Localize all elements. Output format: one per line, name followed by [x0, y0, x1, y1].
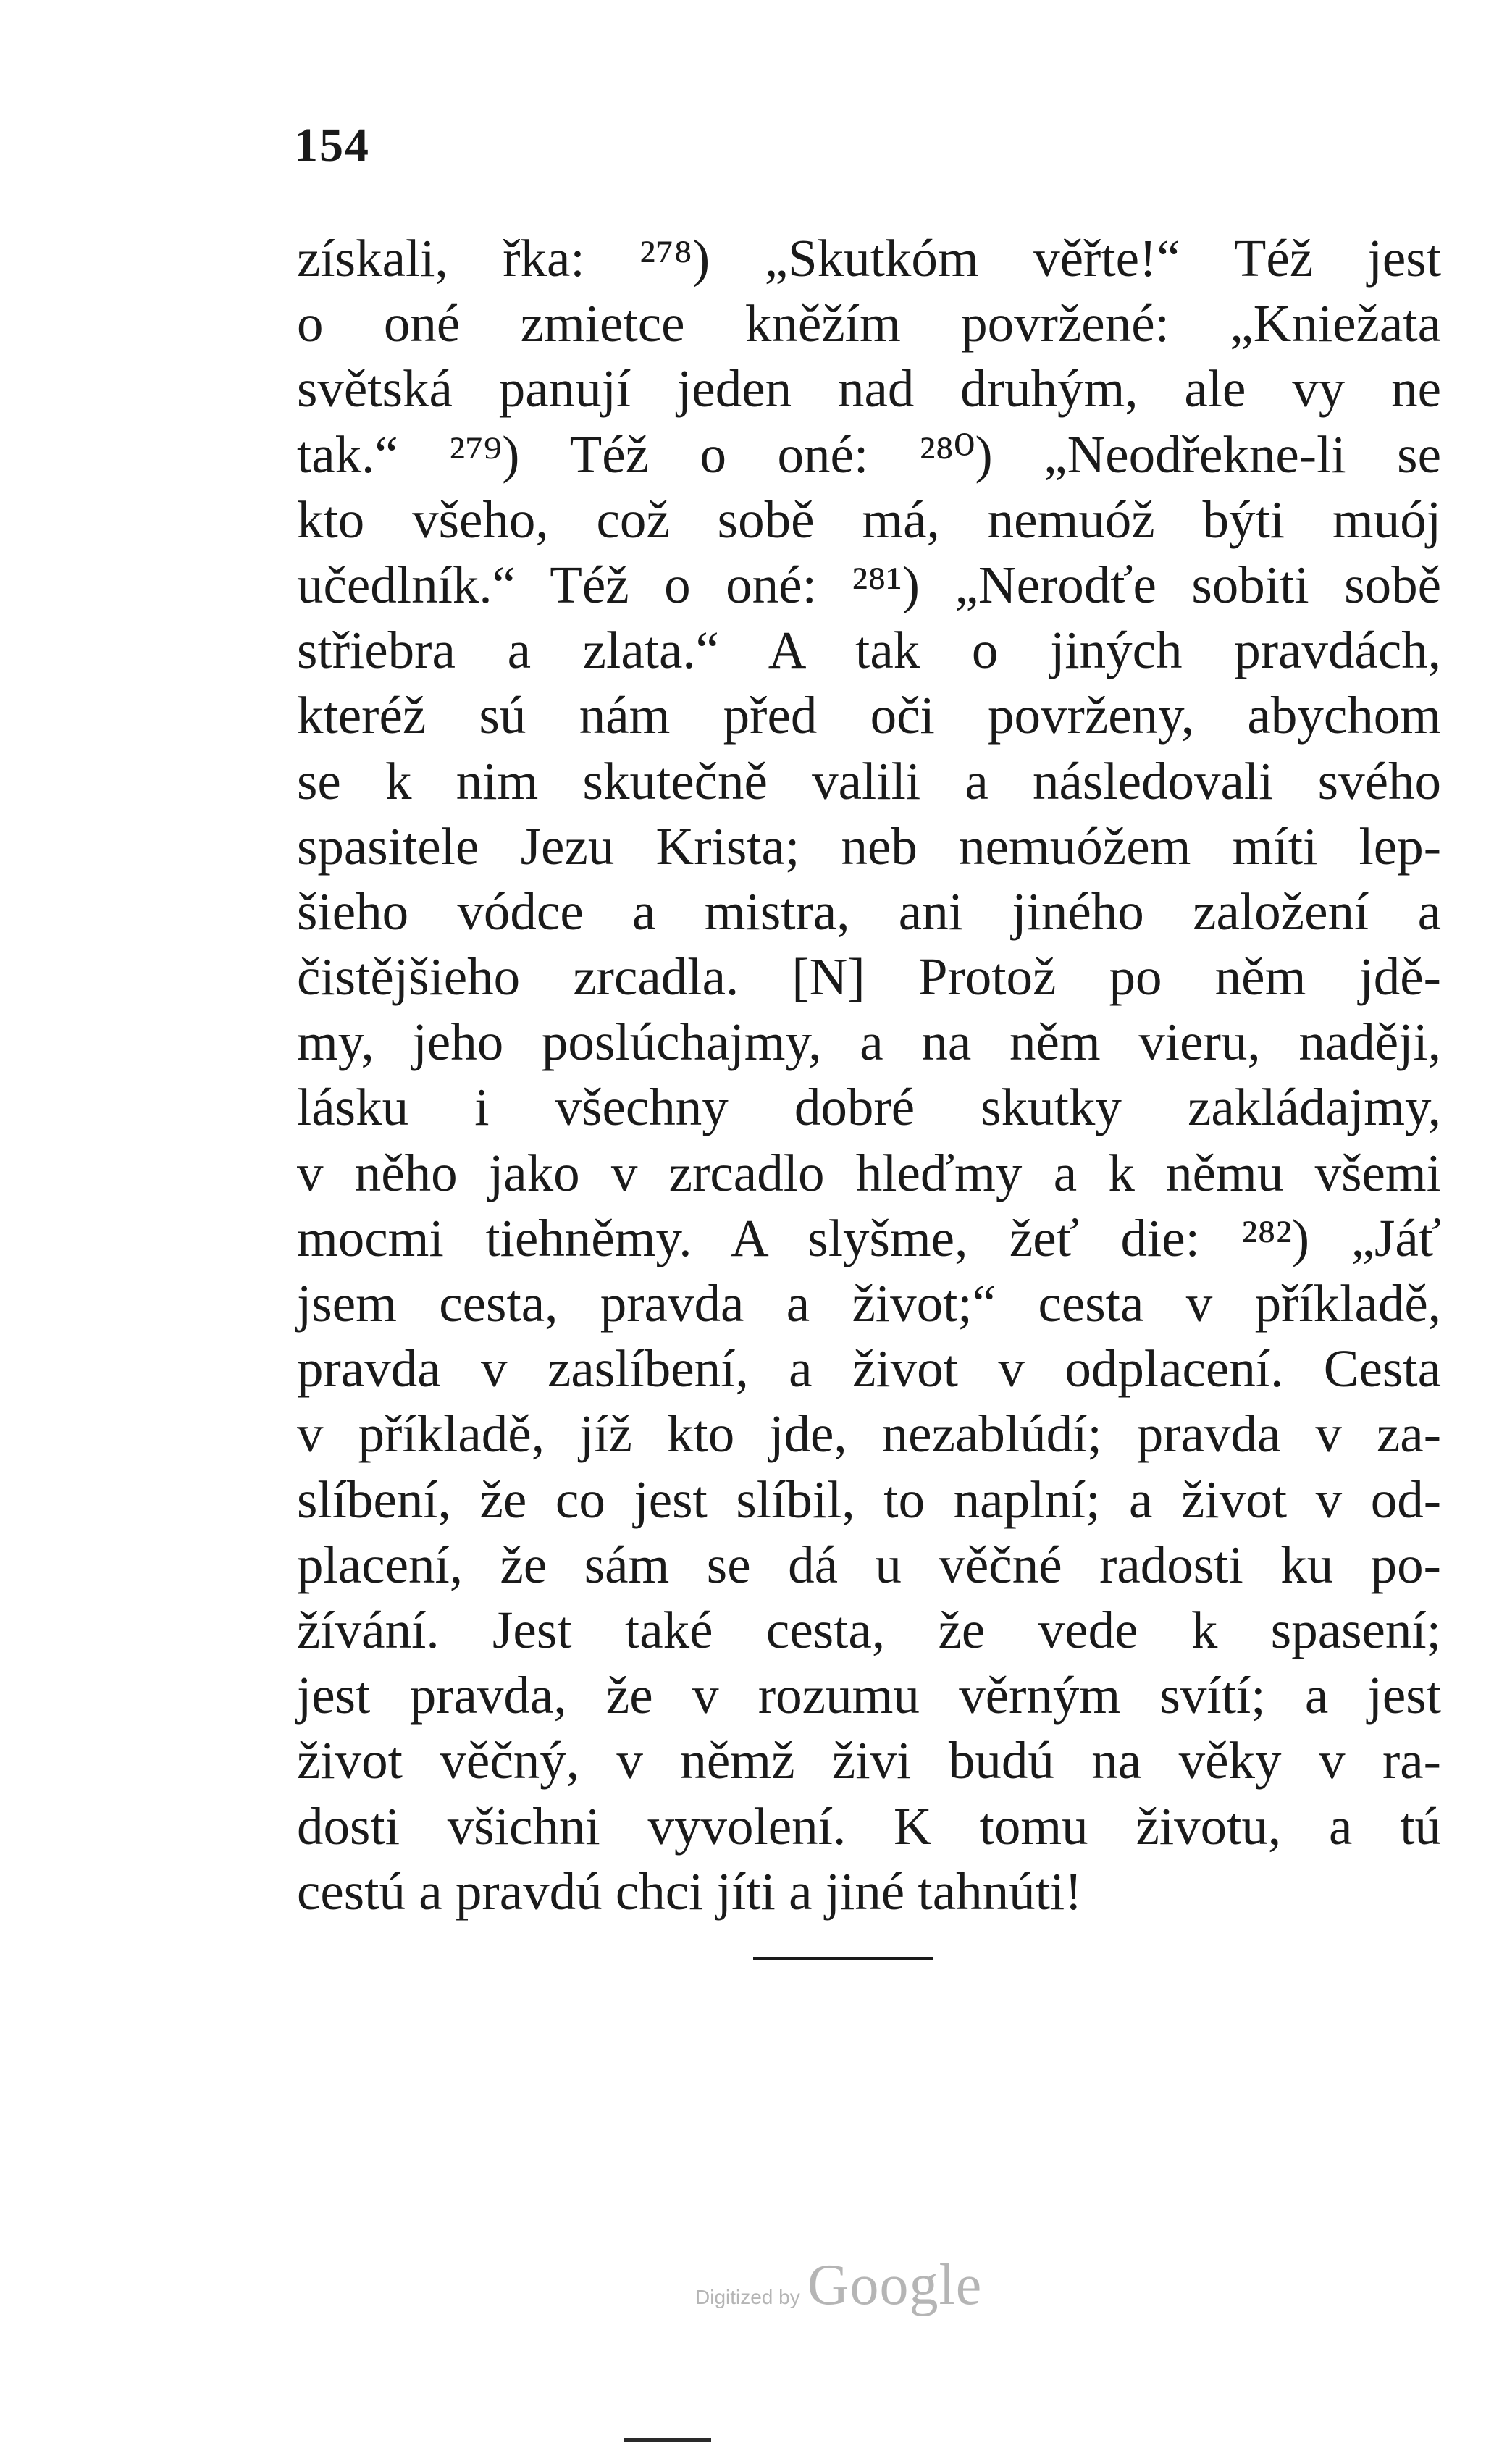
text-line: tak.“ ²⁷⁹) Též o oné: ²⁸⁰) „Neodřekne-li se [297, 424, 1441, 484]
bottom-rule [624, 2438, 711, 2442]
text-line: jsem cesta, pravda a život;“ cesta v příkladě, [297, 1274, 1441, 1333]
text-line: pravda v zaslíbení, a život v odplacení. Cesta [297, 1339, 1441, 1399]
page-number: 154 [294, 119, 370, 172]
text-line: slíbení, že co jest slíbil, to naplní; a život v od- [297, 1470, 1441, 1529]
text-line: o oné zmietce kněžím povržené: „Kniežata [297, 294, 1441, 353]
text-line: v něho jako v zrcadlo hleďmy a k němu všemi [297, 1143, 1441, 1202]
section-divider [753, 1957, 933, 1960]
text-line: my, jeho poslúchajmy, a na něm vieru, naději, [297, 1013, 1441, 1072]
text-line: spasitele Jezu Krista; neb nemuóžem míti lep- [297, 816, 1441, 876]
text-line: kto všeho, což sobě má, nemuóž býti muój [297, 490, 1441, 549]
text-line: světská panují jeden nad druhým, ale vy ne [297, 359, 1441, 419]
text-line: kteréž sú nám před oči povrženy, abychom [297, 686, 1441, 745]
text-line: žívání. Jest také cesta, že vede k spasení; [297, 1600, 1441, 1659]
text-line: střiebra a zlata.“ A tak o jiných pravdách, [297, 621, 1441, 680]
body-text [297, 226, 1441, 1924]
text-line: cestú a pravdú chci jíti a jiné tahnúti! [297, 1861, 1083, 1921]
text-line: získali, řka: ²⁷⁸) „Skutkóm věřte!“ Též jest [297, 229, 1441, 288]
text-line: šieho vódce a mistra, ani jiného založení a [297, 881, 1441, 941]
digitization-watermark [695, 2253, 982, 2318]
text-line: mocmi tiehněmy. A slyšme, žeť die: ²⁸²) „Jáť [297, 1208, 1441, 1267]
watermark-prefix: Digitized by [695, 2286, 800, 2308]
text-line: v příkladě, jíž kto jde, nezablúdí; pravda v za- [297, 1404, 1441, 1464]
watermark-brand: Google [807, 2253, 983, 2317]
text-line: se k nim skutečně valili a následovali svého [297, 751, 1441, 810]
text-line: život věčný, v němž živi budú na věky v ra- [297, 1731, 1441, 1790]
text-line: čistějšieho zrcadla. [N] Protož po něm jdě- [297, 947, 1441, 1007]
text-line: lásku i všechny dobré skutky zakládajmy, [297, 1078, 1441, 1137]
text-line: dosti všichni vyvolení. K tomu životu, a tú [297, 1796, 1441, 1856]
text-line: jest pravda, že v rozumu věrným svítí; a jest [297, 1666, 1441, 1725]
text-line: placení, že sám se dá u věčné radosti ku po- [297, 1535, 1441, 1594]
text-line: učedlník.“ Též o oné: ²⁸¹) „Nerodťe sobiti sobě [297, 555, 1441, 614]
